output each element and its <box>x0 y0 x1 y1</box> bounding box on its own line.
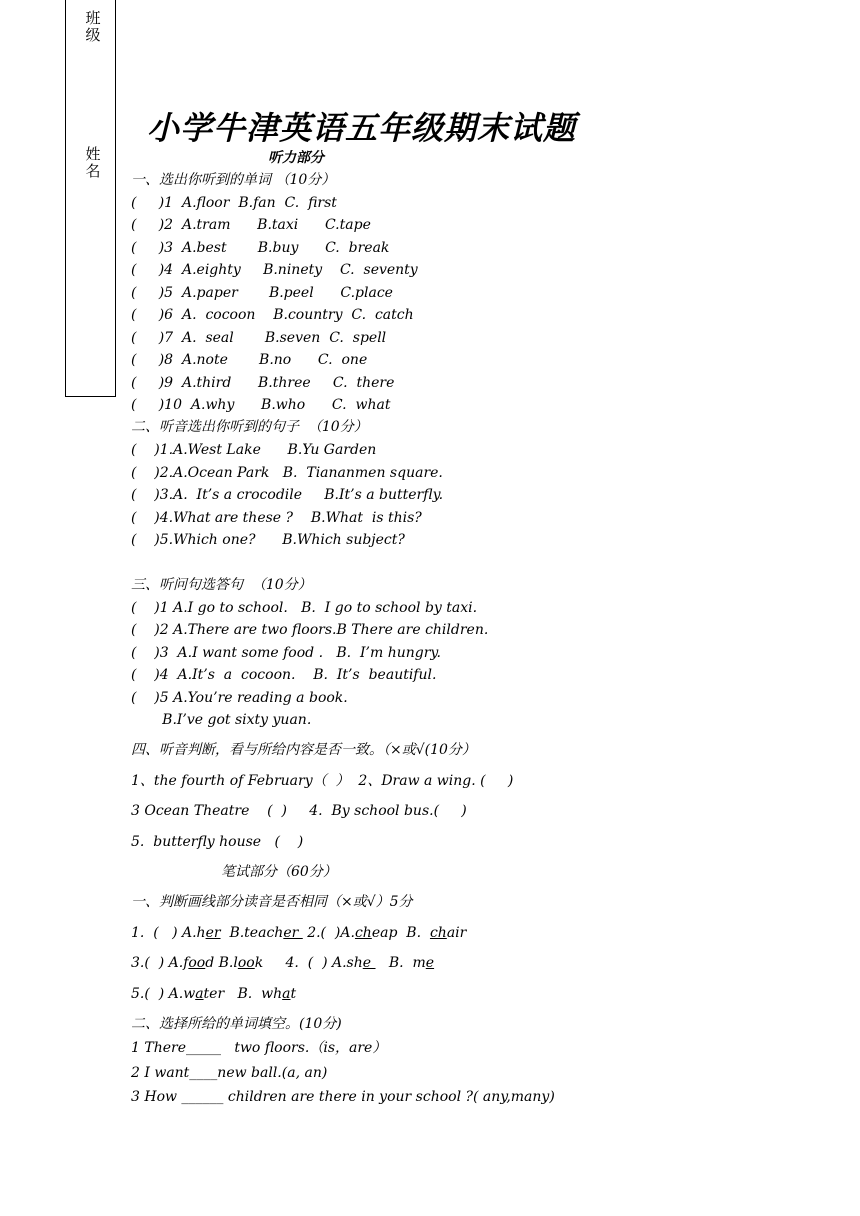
part1-item: ( )8 A.note B.no C. one <box>131 352 368 368</box>
written2-item: 2 I want____new ball.(a, an) <box>131 1065 328 1081</box>
pronunciation-item-row: 3.( ) A.food B.look 4. ( ) A.she B. me <box>131 955 435 971</box>
pronunciation-item-row: 5.( ) A.water B. what <box>131 986 297 1002</box>
class-label: 班级 <box>85 9 101 44</box>
pronunciation-item-row: 1. ( ) A.her B.teacher 2.( )A.cheap B. chair <box>131 925 467 941</box>
written2-item: 1 There_____ two floors.（is，are） <box>131 1040 387 1056</box>
part3-item: ( )5 A.You’re reading a book. <box>131 690 348 706</box>
part1-item: ( )9 A.third B.three C. there <box>131 375 395 391</box>
part3-heading: 三、听问句选答句 （10分） <box>131 577 312 593</box>
part2-item: ( )3.A. It’s a crocodile B.It’s a butterfly. <box>131 487 444 503</box>
part4-item: 5. butterfly house ( ) <box>131 834 304 850</box>
part1-item: ( )3 A.best B.buy C. break <box>131 240 390 256</box>
part3-item: ( )2 A.There are two floors.B There are children. <box>131 622 489 638</box>
part2-item: ( )2.A.Ocean Park B. Tiananmen square. <box>131 465 443 481</box>
part2-item: ( )4.What are these ? B.What is this? <box>131 510 422 526</box>
part4-heading: 四、听音判断，看与所给内容是否一致。（×或√(10分） <box>131 742 476 758</box>
part1-heading: 一、选出你听到的单词 （10分） <box>131 172 336 188</box>
part1-item: ( )6 A. cocoon B.country C. catch <box>131 307 414 323</box>
part4-item: 3 Ocean Theatre ( ) 4. By school bus.( ) <box>131 803 467 819</box>
part3-item: ( )4 A.It’s a cocoon. B. It’s beautiful. <box>131 667 437 683</box>
part1-item: ( )4 A.eighty B.ninety C. seventy <box>131 262 418 278</box>
student-info-box <box>65 0 116 397</box>
part3-item: B.I’ve got sixty yuan. <box>131 712 312 728</box>
written1-heading: 一、判断画线部分读音是否相同（×或√）5分 <box>131 894 413 910</box>
part2-item: ( )5.Which one? B.Which subject? <box>131 532 405 548</box>
name-label: 姓名 <box>85 145 101 180</box>
part1-item: ( )2 A.tram B.taxi C.tape <box>131 217 371 233</box>
part1-item: ( )5 A.paper B.peel C.place <box>131 285 393 301</box>
written2-heading: 二、选择所给的单词填空。(10分) <box>131 1016 342 1032</box>
exam-title: 小学牛津英语五年级期末试题 <box>147 109 577 147</box>
written2-item: 3 How ______ children are there in your school ?( any,many) <box>131 1089 555 1105</box>
part4-item: 1、the fourth of February（ ） 2、Draw a wing. ( ) <box>131 773 514 789</box>
part1-item: ( )10 A.why B.who C. what <box>131 397 391 413</box>
part2-item: ( )1.A.West Lake B.Yu Garden <box>131 442 377 458</box>
listening-heading: 听力部分 <box>268 150 324 166</box>
part1-item: ( )1 A.floor B.fan C. first <box>131 195 337 211</box>
written-heading: 笔试部分（60分） <box>221 864 337 880</box>
part1-item: ( )7 A. seal B.seven C. spell <box>131 330 387 346</box>
part3-item: ( )1 A.I go to school. B. I go to school by taxi. <box>131 600 478 616</box>
part2-heading: 二、听音选出你听到的句子 （10分） <box>131 419 368 435</box>
part3-item: ( )3 A.I want some food . B. I’m hungry. <box>131 645 441 661</box>
